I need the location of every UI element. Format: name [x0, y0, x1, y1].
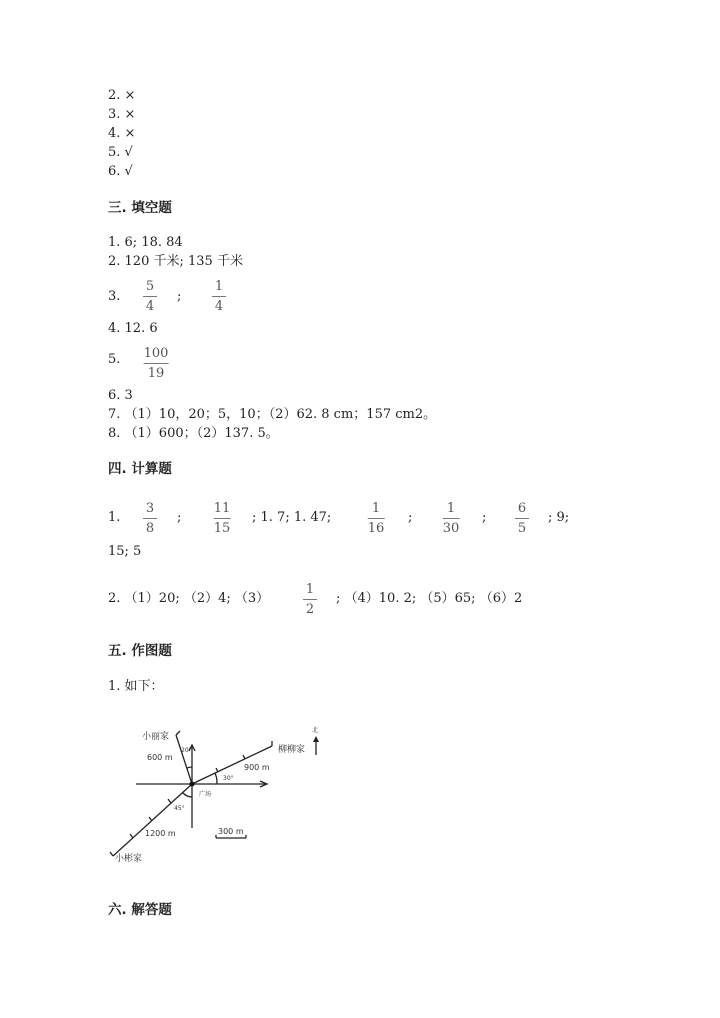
label-xiaoli-home: 小丽家	[142, 732, 170, 742]
fill-answer-4: 4. 12. 6	[108, 321, 158, 336]
denominator: 16	[367, 521, 385, 536]
denominator: 19	[147, 366, 165, 381]
label-north: 北	[312, 727, 319, 734]
denominator: 8	[145, 521, 155, 536]
numerator: 1	[214, 279, 224, 294]
judge-answer: 5. √	[108, 145, 133, 160]
label-30deg: 30°	[223, 775, 234, 782]
denominator: 30	[442, 521, 460, 536]
numerator: 1	[305, 582, 315, 597]
denominator: 4	[214, 299, 224, 314]
denominator: 2	[305, 602, 315, 617]
fraction	[214, 501, 231, 536]
separator: ;	[177, 510, 182, 525]
fraction	[143, 279, 157, 314]
fraction	[515, 501, 529, 536]
numerator: 100	[143, 346, 169, 361]
fraction	[144, 346, 169, 381]
calc-1-continued: 15; 5	[108, 544, 142, 559]
route-xiaoli	[176, 735, 192, 784]
fill-answer-7: 7. （1）10，20；5，10；（2）62. 8 cm；157 cm2。	[108, 407, 437, 422]
calc-1-middle: ; 1. 7; 1. 47;	[252, 510, 332, 525]
fraction	[443, 501, 460, 536]
separator: ;	[408, 510, 413, 525]
fill-answer-2: 2. 120 千米; 135 千米	[108, 254, 243, 269]
numerator: 1	[371, 501, 381, 516]
judge-answer: 2. ×	[108, 88, 136, 103]
fill-answer-8: 8. （1）600；（2）137. 5。	[108, 426, 279, 441]
denominator: 5	[517, 521, 527, 536]
direction-diagram	[100, 715, 340, 870]
fraction	[212, 279, 226, 314]
section-5-heading: 五. 作图题	[108, 643, 172, 659]
fraction	[303, 582, 317, 617]
numerator: 5	[145, 279, 155, 294]
label-1200m: 1200 m	[145, 829, 176, 838]
label-scale: 300 m	[218, 827, 244, 836]
numerator: 11	[213, 501, 231, 516]
calc-1-label: 1.	[108, 510, 121, 525]
label-liuliu-home: 柳柳家	[278, 745, 306, 755]
fill-answer-5-label: 5.	[108, 352, 121, 367]
section-3-heading: 三. 填空题	[108, 200, 172, 216]
calc-2-suffix: ; （4）10. 2; （5）65; （6）2	[336, 591, 523, 606]
judge-answer: 3. ×	[108, 107, 136, 122]
drawing-answer-1: 1. 如下：	[108, 679, 164, 694]
route-xiaobin	[113, 784, 192, 856]
judge-answer: 6. √	[108, 164, 133, 179]
fraction	[143, 501, 157, 536]
numerator: 1	[446, 501, 456, 516]
judge-answer: 4. ×	[108, 126, 136, 141]
section-4-heading: 四. 计算题	[108, 461, 172, 477]
separator: ;	[482, 510, 487, 525]
label-square: 广场	[199, 791, 212, 798]
calc-2-prefix: 2. （1）20; （2）4; （3）	[108, 591, 270, 606]
denominator: 4	[145, 299, 155, 314]
denominator: 15	[213, 521, 231, 536]
fill-answer-3-label: 3.	[108, 289, 121, 304]
label-600m: 600 m	[147, 753, 173, 762]
fill-answer-1: 1. 6; 18. 84	[108, 235, 183, 250]
calc-1-end: ; 9;	[548, 510, 570, 525]
numerator: 3	[145, 501, 155, 516]
numerator: 6	[517, 501, 527, 516]
label-45deg: 45°	[174, 805, 185, 812]
label-20deg: 20°	[181, 747, 192, 754]
label-900m: 900 m	[244, 763, 270, 772]
fill-answer-6: 6. 3	[108, 388, 133, 403]
label-xiaobin-home: 小彬家	[115, 854, 143, 864]
separator: ;	[177, 289, 182, 304]
fraction	[368, 501, 385, 536]
section-6-heading: 六. 解答题	[108, 902, 172, 918]
